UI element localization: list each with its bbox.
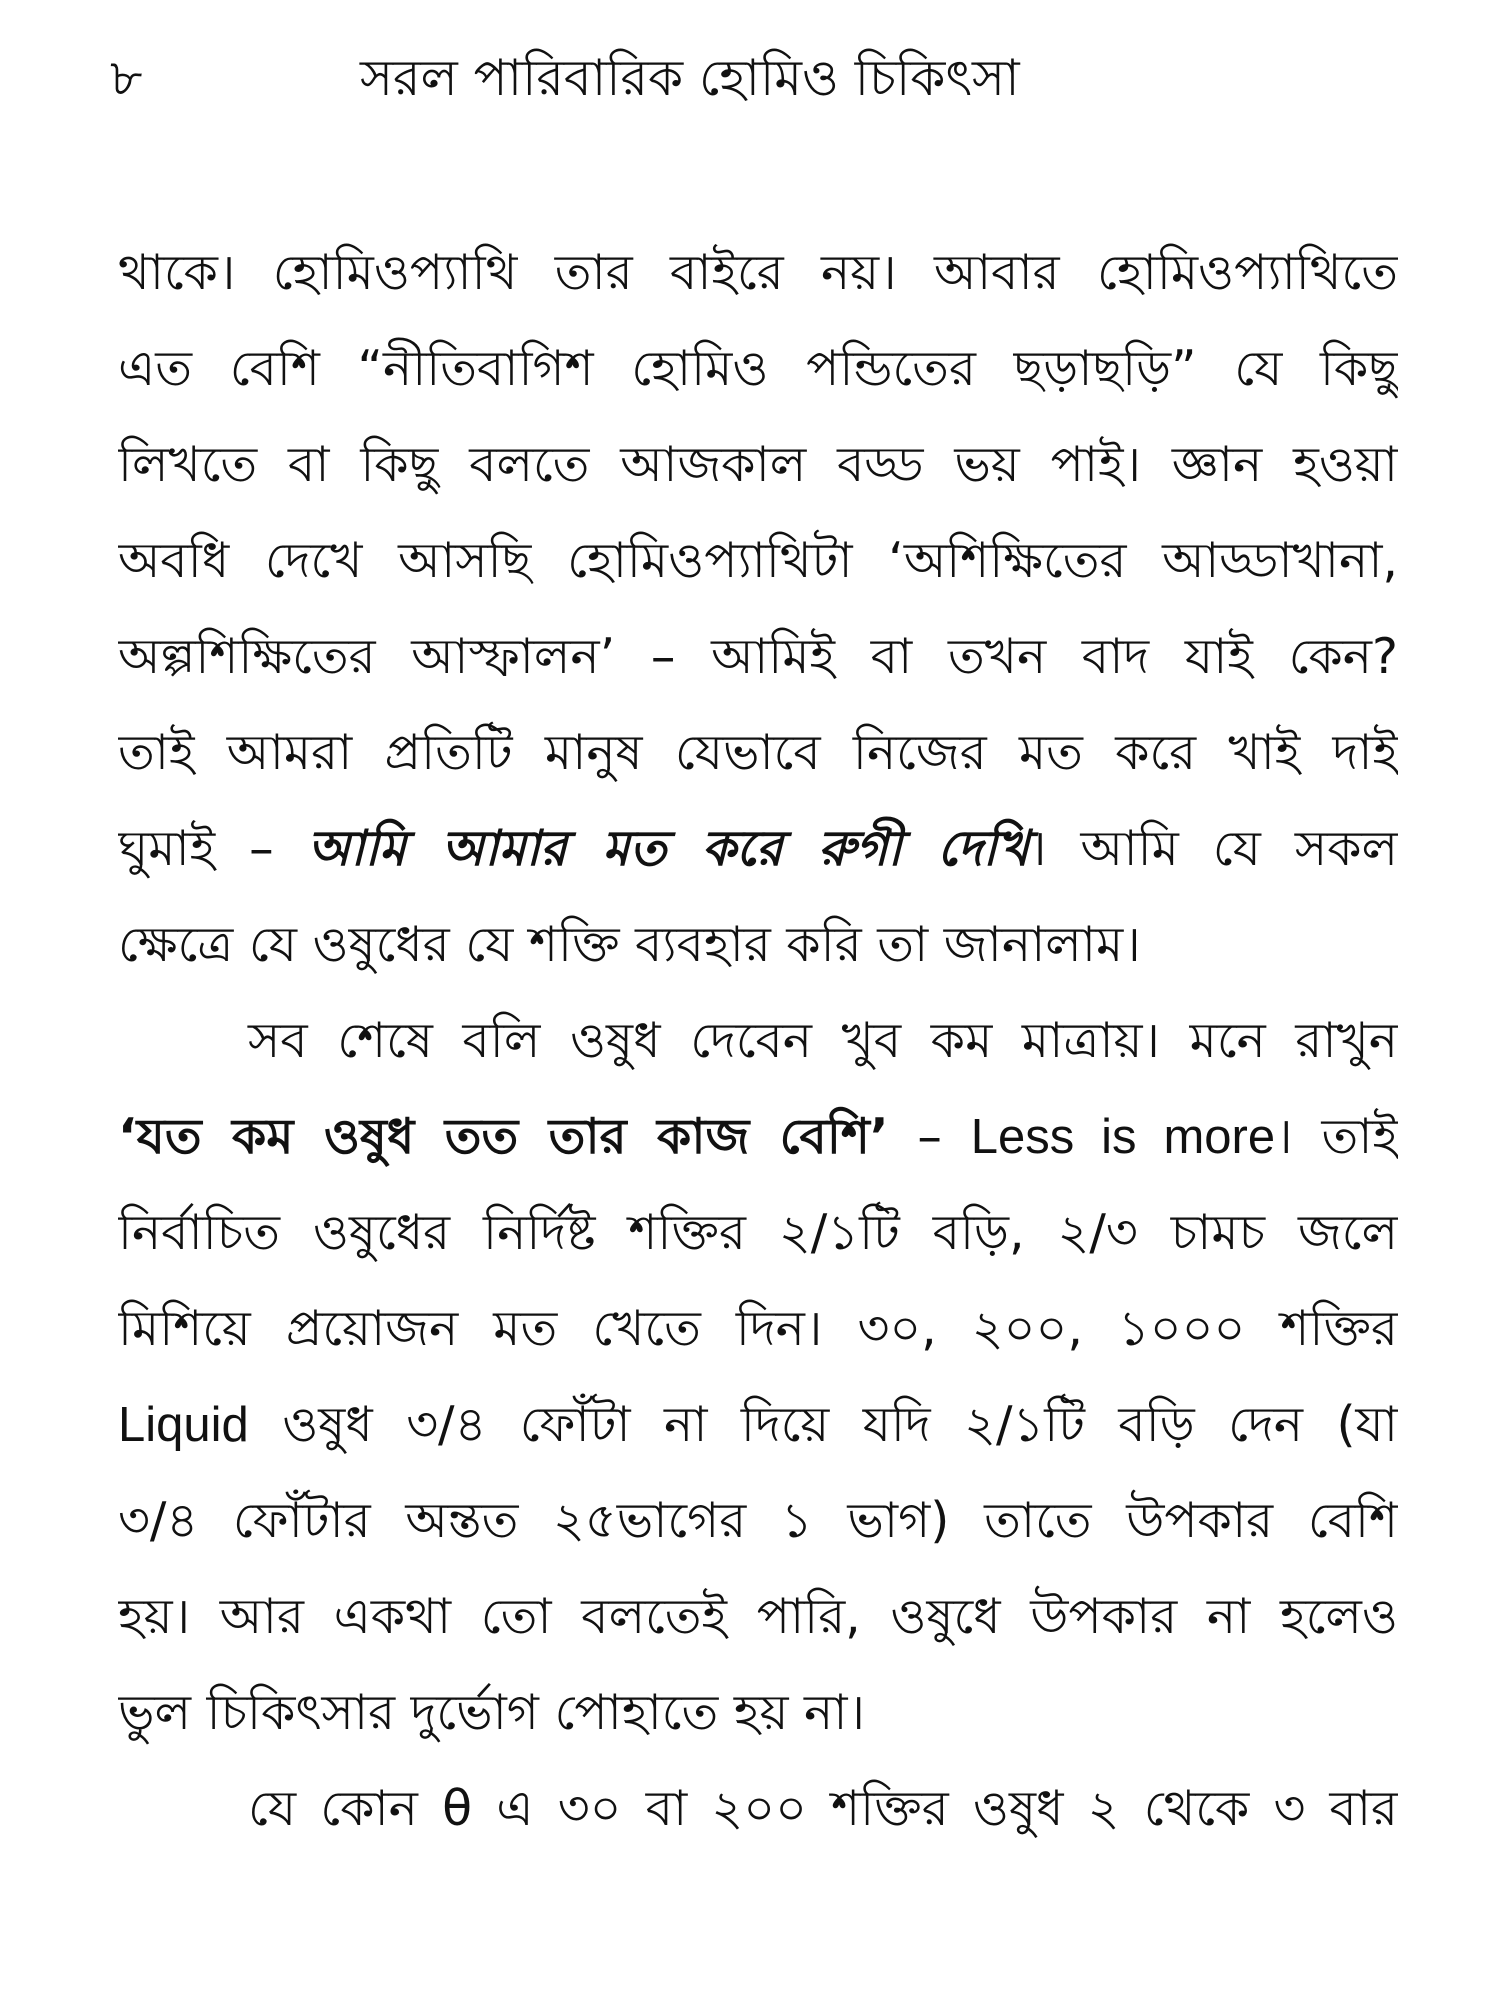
text-line: মিশিয়ে প্রয়োজন মত খেতে দিন। ৩০, ২০০, ১০০০ শক্তির — [118, 1300, 1398, 1357]
text-line — [118, 801, 1398, 897]
bold-quote: ‘যত কম ওষুধ তত তার কাজ বেশি’ — [118, 1108, 889, 1165]
text-segment: । আমি যে সকল — [1029, 820, 1398, 877]
english-phrase: Less is more — [970, 1110, 1276, 1164]
text-line — [118, 1377, 1398, 1473]
text-segment: – — [888, 1108, 971, 1165]
running-title: সরল পারিবারিক হোমিও চিকিৎসা — [360, 49, 1020, 107]
text-line: অবধি দেখে আসছি হোমিওপ্যাথিটা ‘অশিক্ষিতের আড্ডাখানা, — [118, 532, 1398, 589]
text-line: লিখতে বা কিছু বলতে আজকাল বড্ড ভয় পাই। জ্ঞান হওয়া — [118, 436, 1398, 493]
text-line: নির্বাচিত ওষুধের নির্দিষ্ট শক্তির ২/১টি বড়ি, ২/৩ চামচ জলে — [118, 1204, 1398, 1261]
page-number: ৮ — [110, 49, 143, 107]
text-line: ক্ষেত্রে যে ওষুধের যে শক্তি ব্যবহার করি তা জানালাম। — [118, 916, 1141, 973]
text-line: ৩/৪ ফোঁটার অন্তত ২৫ভাগের ১ ভাগ) তাতে উপকার বেশি — [118, 1492, 1398, 1549]
body-text — [118, 225, 1398, 1857]
text-line: হয়। আর একথা তো বলতেই পারি, ওষুধে উপকার না হলেও — [118, 1588, 1398, 1645]
text-line: যে কোন θ এ ৩০ বা ২০০ শক্তির ওষুধ ২ থেকে ৩ বার — [248, 1780, 1398, 1837]
text-line: অল্পশিক্ষিতের আস্ফালন’ – আমিই বা তখন বাদ যাই কেন? — [118, 628, 1398, 685]
text-line: ভুল চিকিৎসার দুর্ভোগ পোহাতে হয় না। — [118, 1684, 865, 1741]
text-line: তাই আমরা প্রতিটি মানুষ যেভাবে নিজের মত করে খাই দাই — [118, 724, 1398, 781]
text-segment: । তাই — [1275, 1108, 1398, 1165]
page-header — [110, 40, 1400, 120]
text-segment: ঘুমাই – — [118, 820, 308, 877]
english-word: Liquid — [118, 1398, 249, 1452]
emphasized-text: আমি আমার মত করে রুগী দেখি — [307, 820, 1029, 877]
text-segment: ওষুধ ৩/৪ ফোঁটা না দিয়ে যদি ২/১টি বড়ি দেন (যা — [248, 1396, 1398, 1453]
text-line: থাকে। হোমিওপ্যাথি তার বাইরে নয়। আবার হোমিওপ্যাথিতে — [118, 244, 1398, 301]
text-line — [118, 1089, 1398, 1185]
text-line: এত বেশি “নীতিবাগিশ হোমিও পন্ডিতের ছড়াছড়ি” যে কিছু — [118, 340, 1398, 397]
text-line: সব শেষে বলি ওষুধ দেবেন খুব কম মাত্রায়। মনে রাখুন — [248, 1012, 1398, 1069]
